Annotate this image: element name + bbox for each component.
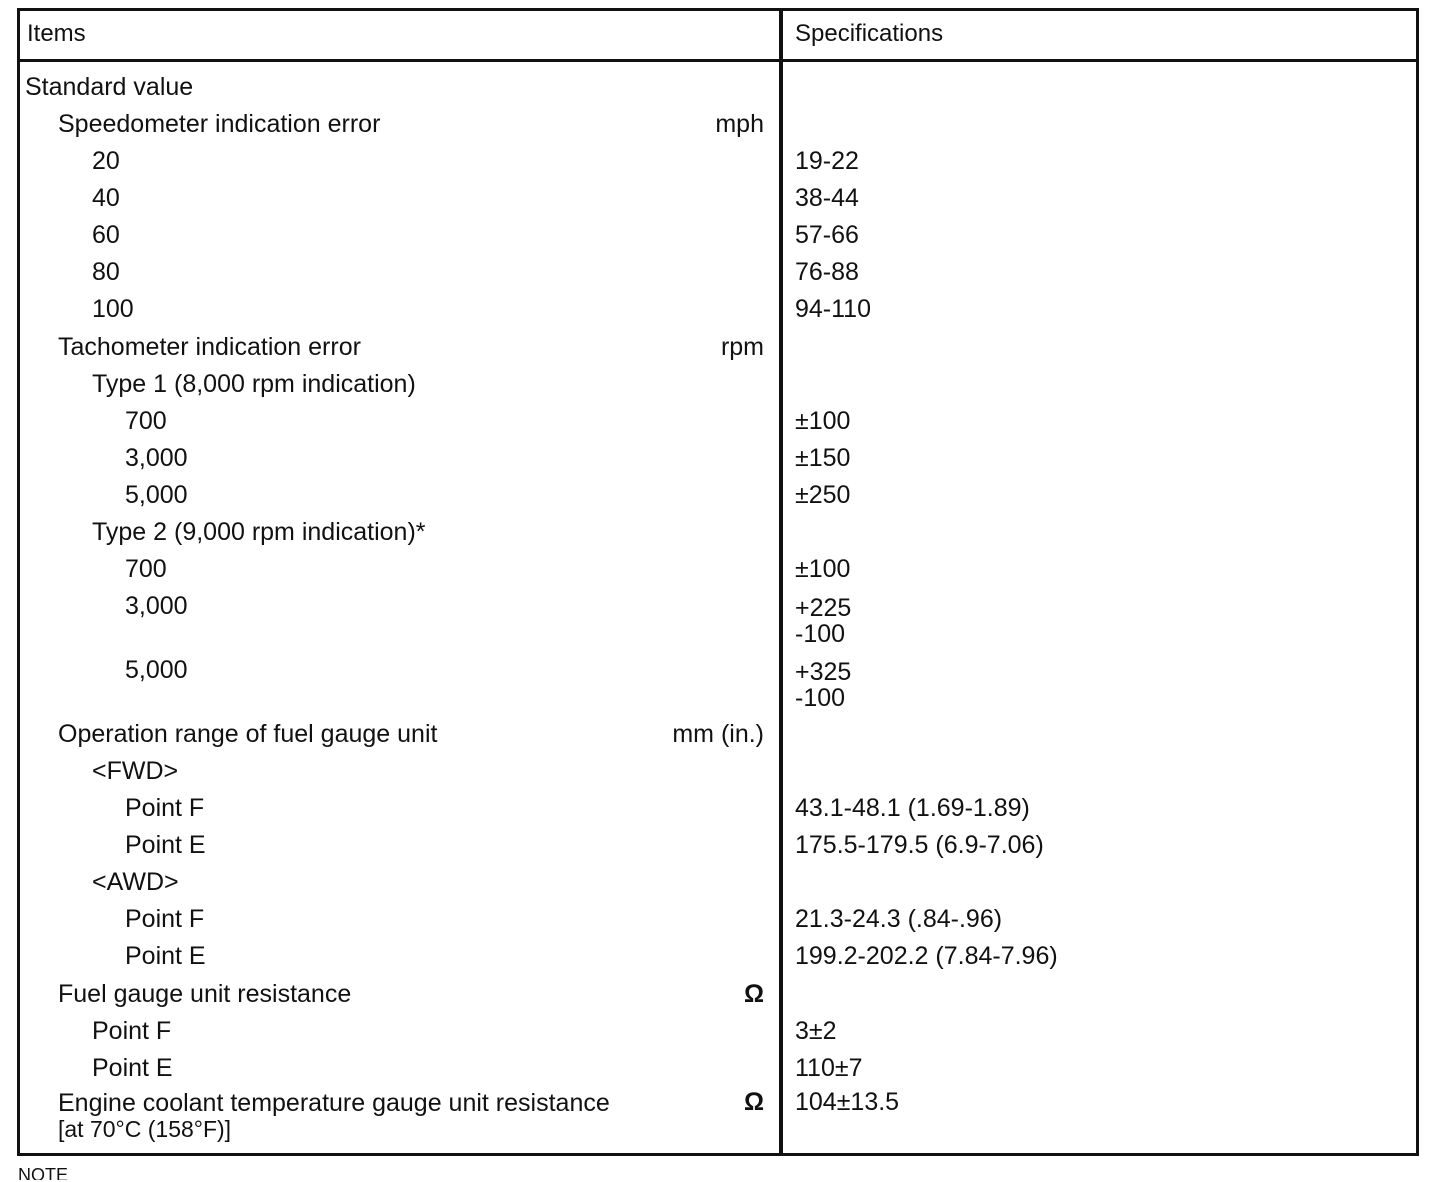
table-row: Type 1 (8,000 rpm indication) — [92, 370, 416, 398]
table-row: Speedometer indication error mph — [58, 110, 764, 138]
table-row: 80 76-88 — [92, 258, 859, 286]
table-row: 5,000 +325 -100 — [125, 656, 852, 712]
table-row: Point E 175.5-179.5 (6.9-7.06) — [125, 831, 1044, 859]
table-row: Type 2 (9,000 rpm indication)* — [92, 518, 426, 546]
table-row: Point F 43.1-48.1 (1.69-1.89) — [125, 794, 1030, 822]
table-row: 5,000 ±250 — [125, 481, 851, 509]
tolerance-stack: +225 -100 — [795, 594, 852, 648]
table-row: 40 38-44 — [92, 184, 859, 212]
table-row: Fuel gauge unit resistance Ω — [58, 980, 764, 1008]
coolant-label: Engine coolant temperature gauge unit resistance [at 70°C (158°F)] — [58, 1089, 610, 1142]
table-row: Point F 3±2 — [92, 1017, 837, 1045]
header-divider — [17, 59, 1419, 62]
table-row: <AWD> — [92, 868, 179, 896]
table-row: Standard value — [25, 73, 194, 101]
tolerance-stack: +325 -100 — [795, 658, 852, 712]
note-label: NOTE — [18, 1166, 69, 1180]
table-row: <FWD> — [92, 757, 179, 785]
table-row: Engine coolant temperature gauge unit resistance [at 70°C (158°F)] Ω 104±13.5 — [58, 1088, 900, 1142]
table-row: Point E 110±7 — [92, 1054, 863, 1082]
table-row: 700 ±100 — [125, 407, 851, 435]
table-row: Point E 199.2-202.2 (7.84-7.96) — [125, 942, 1058, 970]
table-row: 3,000 +225 -100 — [125, 592, 852, 648]
table-row: 20 19-22 — [92, 147, 859, 175]
specifications-header: Specifications — [795, 20, 944, 47]
table-row: 3,000 ±150 — [125, 444, 851, 472]
table-row: Point F 21.3-24.3 (.84-.96) — [125, 905, 1003, 933]
table-row: 60 57-66 — [92, 221, 859, 249]
items-header: Items — [27, 20, 86, 47]
table-row: Tachometer indication error rpm — [58, 333, 764, 361]
table-row: Operation range of fuel gauge unit mm (in.) — [58, 720, 764, 748]
table-row: 100 94-110 — [92, 295, 871, 323]
table-row: 700 ±100 — [125, 555, 851, 583]
